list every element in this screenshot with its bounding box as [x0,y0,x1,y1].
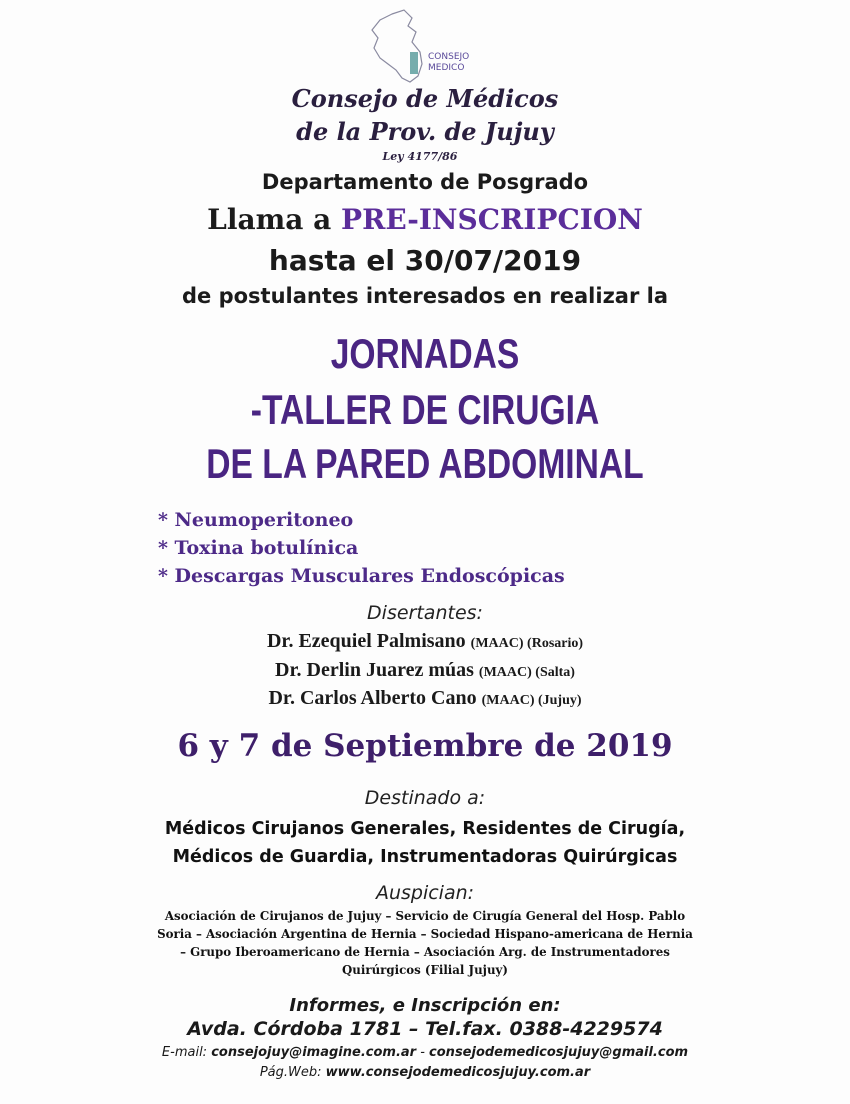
speaker-row [0,630,850,653]
topics-list [158,506,565,590]
speaker-row [0,659,850,682]
speaker-detail: (MAAC) (Salta) [478,665,575,680]
logo-line1: CONSEJO [428,52,470,62]
jujuy-map-logo-icon [362,8,482,86]
event-date: 6 y 7 de Septiembre de 2019 [177,728,673,764]
speaker-detail: (MAAC) (Jujuy) [481,693,582,708]
logo-line2: MEDICO [428,63,465,73]
web-label: Pág.Web: [259,1065,326,1080]
email-link-2[interactable]: consejodemedicosjujuy@gmail.com [429,1045,689,1060]
web-link[interactable]: www.consejodemedicosjujuy.com.ar [325,1065,591,1080]
contact-address: Avda. Córdoba 1781 – Tel.fax. 0388-4229574 [187,1018,663,1040]
contact-web-line [0,1065,850,1080]
logo-text [428,52,469,74]
call-highlight: PRE-INSCRIPCION [341,203,643,236]
topic-item: * Descargas Musculares Endoscópicas [158,565,565,587]
speakers-heading: Disertantes: [367,602,483,624]
contact-heading: Informes, e Inscripción en: [289,995,561,1016]
audience-heading: Destinado a: [364,787,486,809]
speaker-name: Dr. Ezequiel Palmisano [266,630,466,652]
department: Departamento de Posgrado [261,170,589,194]
audience-line2: Médicos de Guardia, Instrumentadoras Quirúrgicas [172,847,678,867]
sponsors-line4: Quirúrgicos (Filial Jujuy) [342,963,508,977]
email-link-1[interactable]: consejojuy@imagine.com.ar [211,1045,417,1060]
speaker-name: Dr. Derlin Juarez múas [275,659,474,681]
speaker-name: Dr. Carlos Alberto Cano [268,687,477,709]
topic-item: * Toxina botulínica [158,537,359,559]
title-line2: -TALLER DE CIRUGIA [250,386,600,433]
call-prefix: Llama a [207,203,342,236]
speaker-row [0,687,850,710]
speaker-detail: (MAAC) (Rosario) [470,636,584,651]
title-line3: DE LA PARED ABDOMINAL [206,440,644,487]
ley-number: Ley 4177/86 [382,150,458,163]
sponsors-line3: – Grupo Iberoamericano de Hernia – Asociación Arg. de Instrumentadores [180,945,670,959]
sponsors-line2: Soria – Asociación Argentina de Hernia – Sociedad Hispano-americana de Hernia [157,927,693,941]
call-line [0,203,850,236]
deadline: hasta el 30/07/2019 [268,244,582,277]
email-separator: - [416,1045,430,1060]
audience-line1: Médicos Cirujanos Generales, Residentes de Cirugía, [164,819,686,839]
email-label: E-mail: [161,1045,212,1060]
title-line1: JORNADAS [330,330,520,377]
postulantes-line: de postulantes interesados en realizar la [181,284,668,308]
contact-email-line [0,1045,850,1060]
sponsors-line1: Asociación de Cirujanos de Jujuy – Servicio de Cirugía General del Hosp. Pablo [164,909,686,923]
sponsors-heading: Auspician: [375,882,475,904]
org-name-line1: Consejo de Médicos [291,84,559,113]
org-name-line2: de la Prov. de Jujuy [296,117,554,146]
topic-item: * Neumoperitoneo [158,509,354,531]
